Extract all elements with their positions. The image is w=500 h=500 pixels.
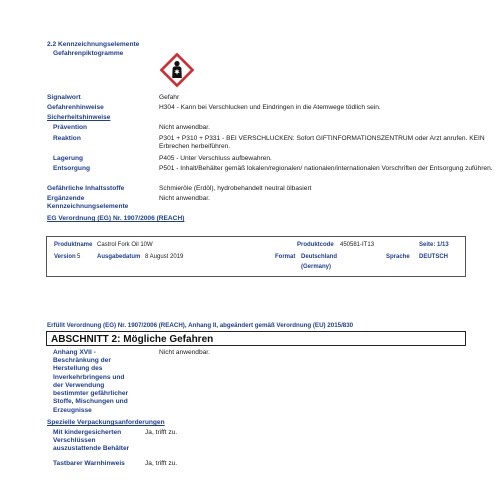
sprache-label: Sprache [386, 254, 410, 260]
kindersicher-label-line: auszustattende Behälter [53, 445, 130, 453]
sicherheitshinweise-heading: Sicherheitshinweise [47, 114, 111, 121]
ergaenzende-value: Nicht anwendbar. [159, 195, 210, 202]
anhang-label [53, 349, 163, 415]
kindersicher-label-line: Mit kindergesicherten [53, 429, 122, 436]
section2-title: ABSCHNITT 2: Mögliche Gefahren [51, 333, 214, 345]
seite-label: Seite: 1/13 [419, 242, 449, 248]
format-value-line1: Deutschland [301, 254, 338, 260]
produktcode-label: Produktcode [297, 242, 334, 248]
kindersicher-label-line: Verschlüssen [53, 437, 96, 445]
eg-verordnung-link[interactable]: EG Verordnung (EG) Nr. 1907/2006 (REACH) [47, 215, 185, 222]
lagerung-value: P405 - Unter Verschluss aufbewahren. [159, 155, 272, 162]
page-footer [46, 236, 466, 277]
inhaltsstoffe-value: Schmieröle (Erdöl), hydrobehandelt neutral ölbasiert [159, 185, 312, 192]
gefahrenhinweise-label: Gefahrenhinweise [47, 104, 104, 111]
produktname-label: Produktname [54, 242, 93, 248]
anhang-label-line: Stoffe, Mischungen und [53, 398, 128, 406]
entsorgung-label: Entsorgung [53, 165, 90, 172]
ergaenzende-label-line2: Kennzeichnungselemente [47, 203, 129, 210]
anhang-label-line: Herstellung des [53, 365, 103, 373]
praevention-label: Prävention [53, 124, 88, 131]
regulation-line: Erfüllt Verordnung (EG) Nr. 1907/2006 (REACH), Anhang II, abgeändert gemäß Verordnung (EU) 2015/830 [47, 322, 354, 329]
format-value-line2: (Germany) [301, 264, 332, 270]
lagerung-label: Lagerung [53, 155, 84, 162]
anhang-value: Nicht anwendbar. [159, 349, 210, 356]
produktcode-value: 450581-IT13 [340, 242, 375, 248]
spezielle-heading: Spezielle Verpackungsanforderungen [47, 419, 165, 426]
anhang-label-line: der Verwendung [53, 381, 105, 389]
gefahrenhinweise-value: H304 - Kann bei Verschlucken und Eindringen in die Atemwege tödlich sein. [159, 104, 381, 111]
entsorgung-value: P501 - Inhalt/Behälter gemäß lokalen/regionalen/ nationalen/internationalen Vorschriften der Entsorgung zuführen. [159, 165, 493, 172]
health-hazard-icon [160, 53, 194, 87]
anhang-label-line: Inverkehrbringens und [53, 373, 125, 381]
ausgabedatum-label: Ausgabedatum [97, 254, 141, 260]
reaktion-value: P301 + P310 + P331 - BEI VERSCHLUCKEN: Sofort GIFTINFORMATIONSZENTRUM oder Arzt anrufen. KEIN Erbrechen herbeiführen. [159, 135, 485, 151]
section2-header [46, 331, 466, 346]
anhang-label-line: Beschränkung der [53, 357, 111, 365]
kindersicher-label [53, 429, 153, 454]
anhang-label-line: bestimmter gefährlicher [53, 390, 129, 398]
reaktion-label: Reaktion [53, 135, 81, 142]
inhaltsstoffe-label: Gefährliche Inhaltsstoffe [47, 185, 125, 192]
section-heading: 2.2 Kennzeichnungselemente [47, 41, 140, 48]
pictogram-label: Gefahrenpiktogramme [53, 50, 124, 57]
anhang-label-line: Erzeugnisse [53, 406, 92, 414]
ergaenzende-label-line1: Ergänzende [47, 195, 85, 202]
ausgabedatum-value: 8 August 2019 [145, 254, 184, 260]
tastbar-value: Ja, trifft zu. [145, 460, 178, 467]
format-label: Format [275, 254, 296, 260]
kindersicher-value: Ja, trifft zu. [145, 429, 178, 436]
signalwort-value: Gefahr [159, 94, 180, 101]
tastbar-label: Tastbarer Warnhinweis [53, 460, 125, 467]
produktname-value: Castrol Fork Oil 10W [97, 242, 153, 248]
version-value: 5 [77, 254, 81, 260]
praevention-value: Nicht anwendbar. [159, 124, 210, 131]
sprache-value: DEUTSCH [419, 254, 449, 260]
signalwort-label: Signalwort [47, 94, 81, 101]
version-label: Version [54, 254, 76, 260]
anhang-label-line: Anhang XVII - [53, 349, 96, 356]
